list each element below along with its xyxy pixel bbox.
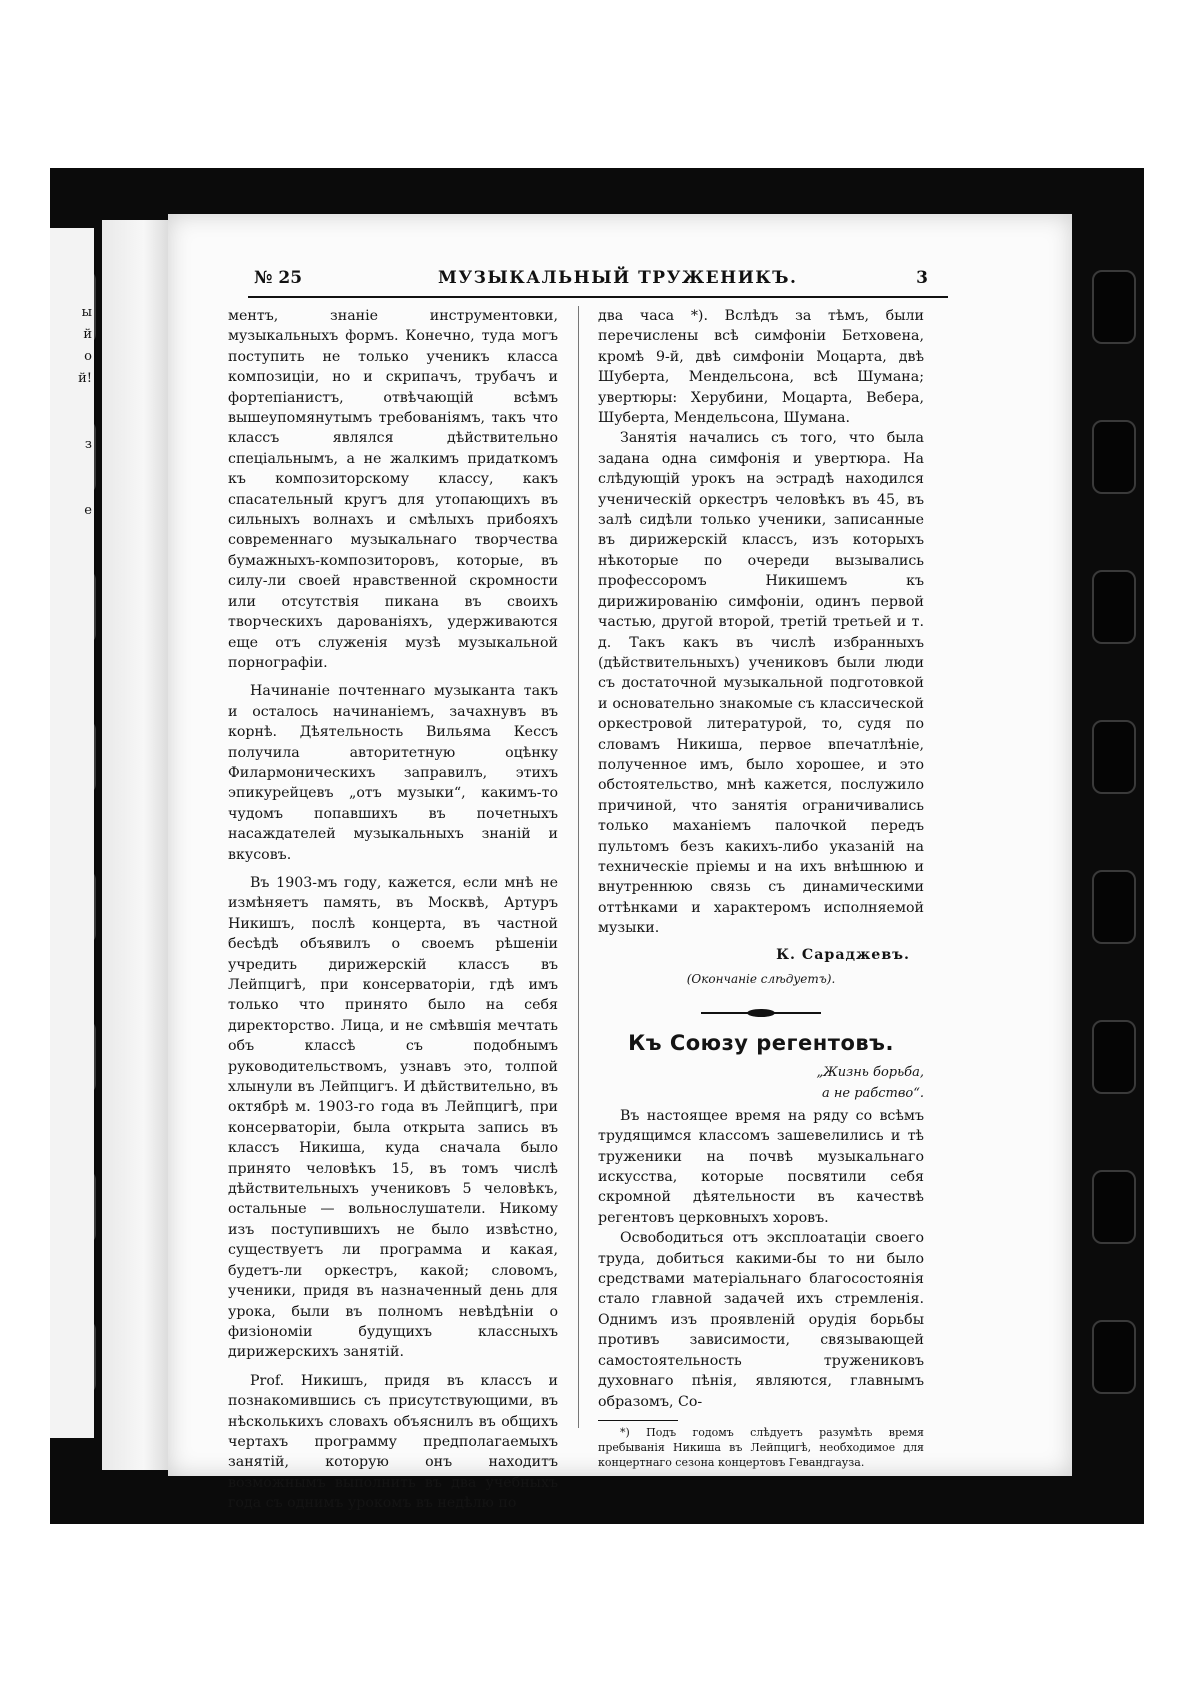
page-number: 3 <box>916 268 928 288</box>
film-hole-right-2 <box>1092 420 1136 494</box>
film-hole-right-1 <box>1092 270 1136 344</box>
footnote: *) Подъ годомъ слѣдуетъ разумѣть время пребыванія Никиша въ Лейпцигѣ, необходимое для концертнаго сезона концертовъ Гевандгауза. <box>598 1425 924 1469</box>
previous-page-margin <box>50 228 94 1438</box>
film-hole-right-8 <box>1092 1320 1136 1394</box>
footnote-rule <box>598 1420 678 1421</box>
author-signature: К. Сараджевъ. <box>776 946 910 963</box>
margin-fragment: ы <box>81 305 92 320</box>
page-header <box>248 266 948 298</box>
newspaper-page <box>168 214 1072 1512</box>
right-column <box>598 306 924 1470</box>
film-hole-right-7 <box>1092 1170 1136 1244</box>
margin-fragment: й <box>83 327 92 342</box>
paragraph: Въ 1903-мъ году, кажется, если мнѣ не измѣняетъ память, въ Москвѣ, Артуръ Никишъ, послѣ концерта, въ частной бесѣдѣ объявилъ о своемъ рѣшеніи учредить дирижерскій классъ въ Лейпцигѣ, при консерваторіи, гдѣ имъ только что принято было на себя директорство. Лица, и не смѣвшія мечтать объ классѣ съ подобнымъ руководительствомъ, узнавъ это, толпой хлынули въ Лейпцигъ. И дѣйствительно, въ октябрѣ м. 1903-го года въ Лейпцигѣ, при консерваторіи, была открыта запись въ классъ Никиша, куда сначала было принято человѣкъ 15, въ томъ числѣ дѣйствительныхъ учениковъ 5 человѣкъ, остальные — вольнослушатели. Никому изъ поступившихъ не было извѣстно, существуетъ ли программа и какая, будетъ-ли оркестръ, какой; словомъ, ученики, придя въ назначенный день для урока, были въ полномъ невѣдѣніи о физіономіи будущихъ классныхъ дирижерскихъ занятій. <box>228 874 558 1361</box>
margin-fragment: о <box>84 349 92 364</box>
paragraph: Освободиться отъ эксплоатаціи своего труда, добиться какими-бы то ни было средствами матеріальнаго благосостоянія стало главной задачей ихъ стремленія. Однимъ изъ проявленій орудія борьбы противъ зависимости, связывающей самостоятельность тружениковъ духовнаго пѣнія, являются, главнымъ образомъ, Со- <box>598 1230 924 1410</box>
left-column <box>228 306 558 1514</box>
periodical-title: МУЗЫКАЛЬНЫЙ ТРУЖЕНИКЪ. <box>438 268 798 288</box>
film-hole-right-4 <box>1092 720 1136 794</box>
paragraph: Занятія начались съ того, что была задана одна симфонія и увертюра. На слѣдующій урокъ на эстрадѣ находился ученическій оркестръ человѣкъ въ 45, въ залѣ сидѣли только ученики, записанные въ дирижерскій классъ, изъ которыхъ нѣкоторые по очереди вызывались профессоромъ Никишемъ къ дирижированію симфоніи, одинъ первой частью, другой второй, третій третьей и т. д. Такъ какъ въ числѣ избранныхъ (дѣйствительныхъ) учениковъ были люди съ достаточной музыкальной подготовкой и основательно знакомые съ классической оркестровой литературой, то, судя по словамъ Никиша, первое впечатлѣніе, полученное имъ, было хорошее, и это обстоятельство, мнѣ кажется, послужило причиной, что занятія ограничивались только маханіемъ палочкой передъ пультомъ безъ какихъ-либо указаній на техническіе пріемы и на ихъ внѣшнюю и внутреннюю связь съ динамическими оттѣнками и характеромъ исполняемой музыки. <box>598 430 924 937</box>
film-hole-right-5 <box>1092 870 1136 944</box>
continuation-note: (Окончаніе слѣдуетъ). <box>686 972 836 986</box>
epigraph-line: „Жизнь борьба, <box>816 1064 924 1080</box>
margin-fragment: й! <box>78 371 92 386</box>
paragraph: два часа *). Вслѣдъ за тѣмъ, были перечислены всѣ симфоніи Бетховена, кромѣ 9-й, двѣ симфоніи Моцарта, двѣ Шуберта, Мендельсона, всѣ Шумана; увертюры: Херубини, Моцарта, Вебера, Шуберта, Мендельсона, Шумана. <box>598 308 924 427</box>
margin-fragment: е <box>84 503 92 518</box>
margin-fragment: з <box>84 437 92 452</box>
paragraph: Въ настоящее время на ряду со всѣмъ трудящимся классомъ зашевелились и тѣ труженики на почвѣ музыкальнаго искусства, которые посвятили себя скромной дѣятельности въ качествѣ регентовъ церковныхъ хоровъ. <box>598 1107 924 1226</box>
page-curl-edge <box>102 220 172 1470</box>
epigraph-line: а не рабство“. <box>821 1085 924 1101</box>
paragraph: Prof. Никишъ, придя въ классъ и познакомившись съ присутствующими, въ нѣсколькихъ словахъ объяснилъ въ общихъ чертахъ программу предполагаемыхъ занятій, которую онъ находитъ возможнымъ выполнить въ два учебныхъ года съ однимъ урокомъ въ недѣлю по <box>228 1372 558 1512</box>
paragraph: ментъ, знаніе инструментовки, музыкальныхъ формъ. Конечно, туда могъ поступить не только ученикъ класса композиціи, но и скрипачъ, трубачъ и фортепіанистъ, отвѣчающій всѣмъ вышеупомянутымъ требованіямъ, такъ что классъ являлся дѣйствительно спеціальнымъ, а не жалкимъ придаткомъ къ композиторскому классу, какъ спасательный кругъ для утопающихъ въ сильныхъ волнахъ и смѣлыхъ прибояхъ современнаго музыкальнаго творчества бумажныхъ-композиторовъ, которые, въ силу-ли своей нравственной скромности или отсутствія пикана въ своихъ творческихъ дарованіяхъ, удерживаются еще отъ служенія музѣ музыкальной порнографіи. <box>228 308 558 671</box>
article-title: Къ Союзу регентовъ. <box>628 1031 894 1056</box>
issue-number: № 25 <box>254 268 303 288</box>
film-hole-right-3 <box>1092 570 1136 644</box>
film-hole-right-6 <box>1092 1020 1136 1094</box>
paragraph: Начинаніе почтеннаго музыканта такъ и осталось начинаніемъ, зачахнувъ въ корнѣ. Дѣятельность Вильяма Кессъ получила авторитетную оцѣнку Филармоническихъ заправилъ, этихъ эпикурейцевъ „отъ музыки“, какимъ-то чудомъ попавшихъ въ почетныхъ насаждателей музыкальныхъ знаній и вкусовъ. <box>228 683 558 863</box>
divider-ornament <box>701 1009 821 1017</box>
column-divider <box>578 306 579 1428</box>
